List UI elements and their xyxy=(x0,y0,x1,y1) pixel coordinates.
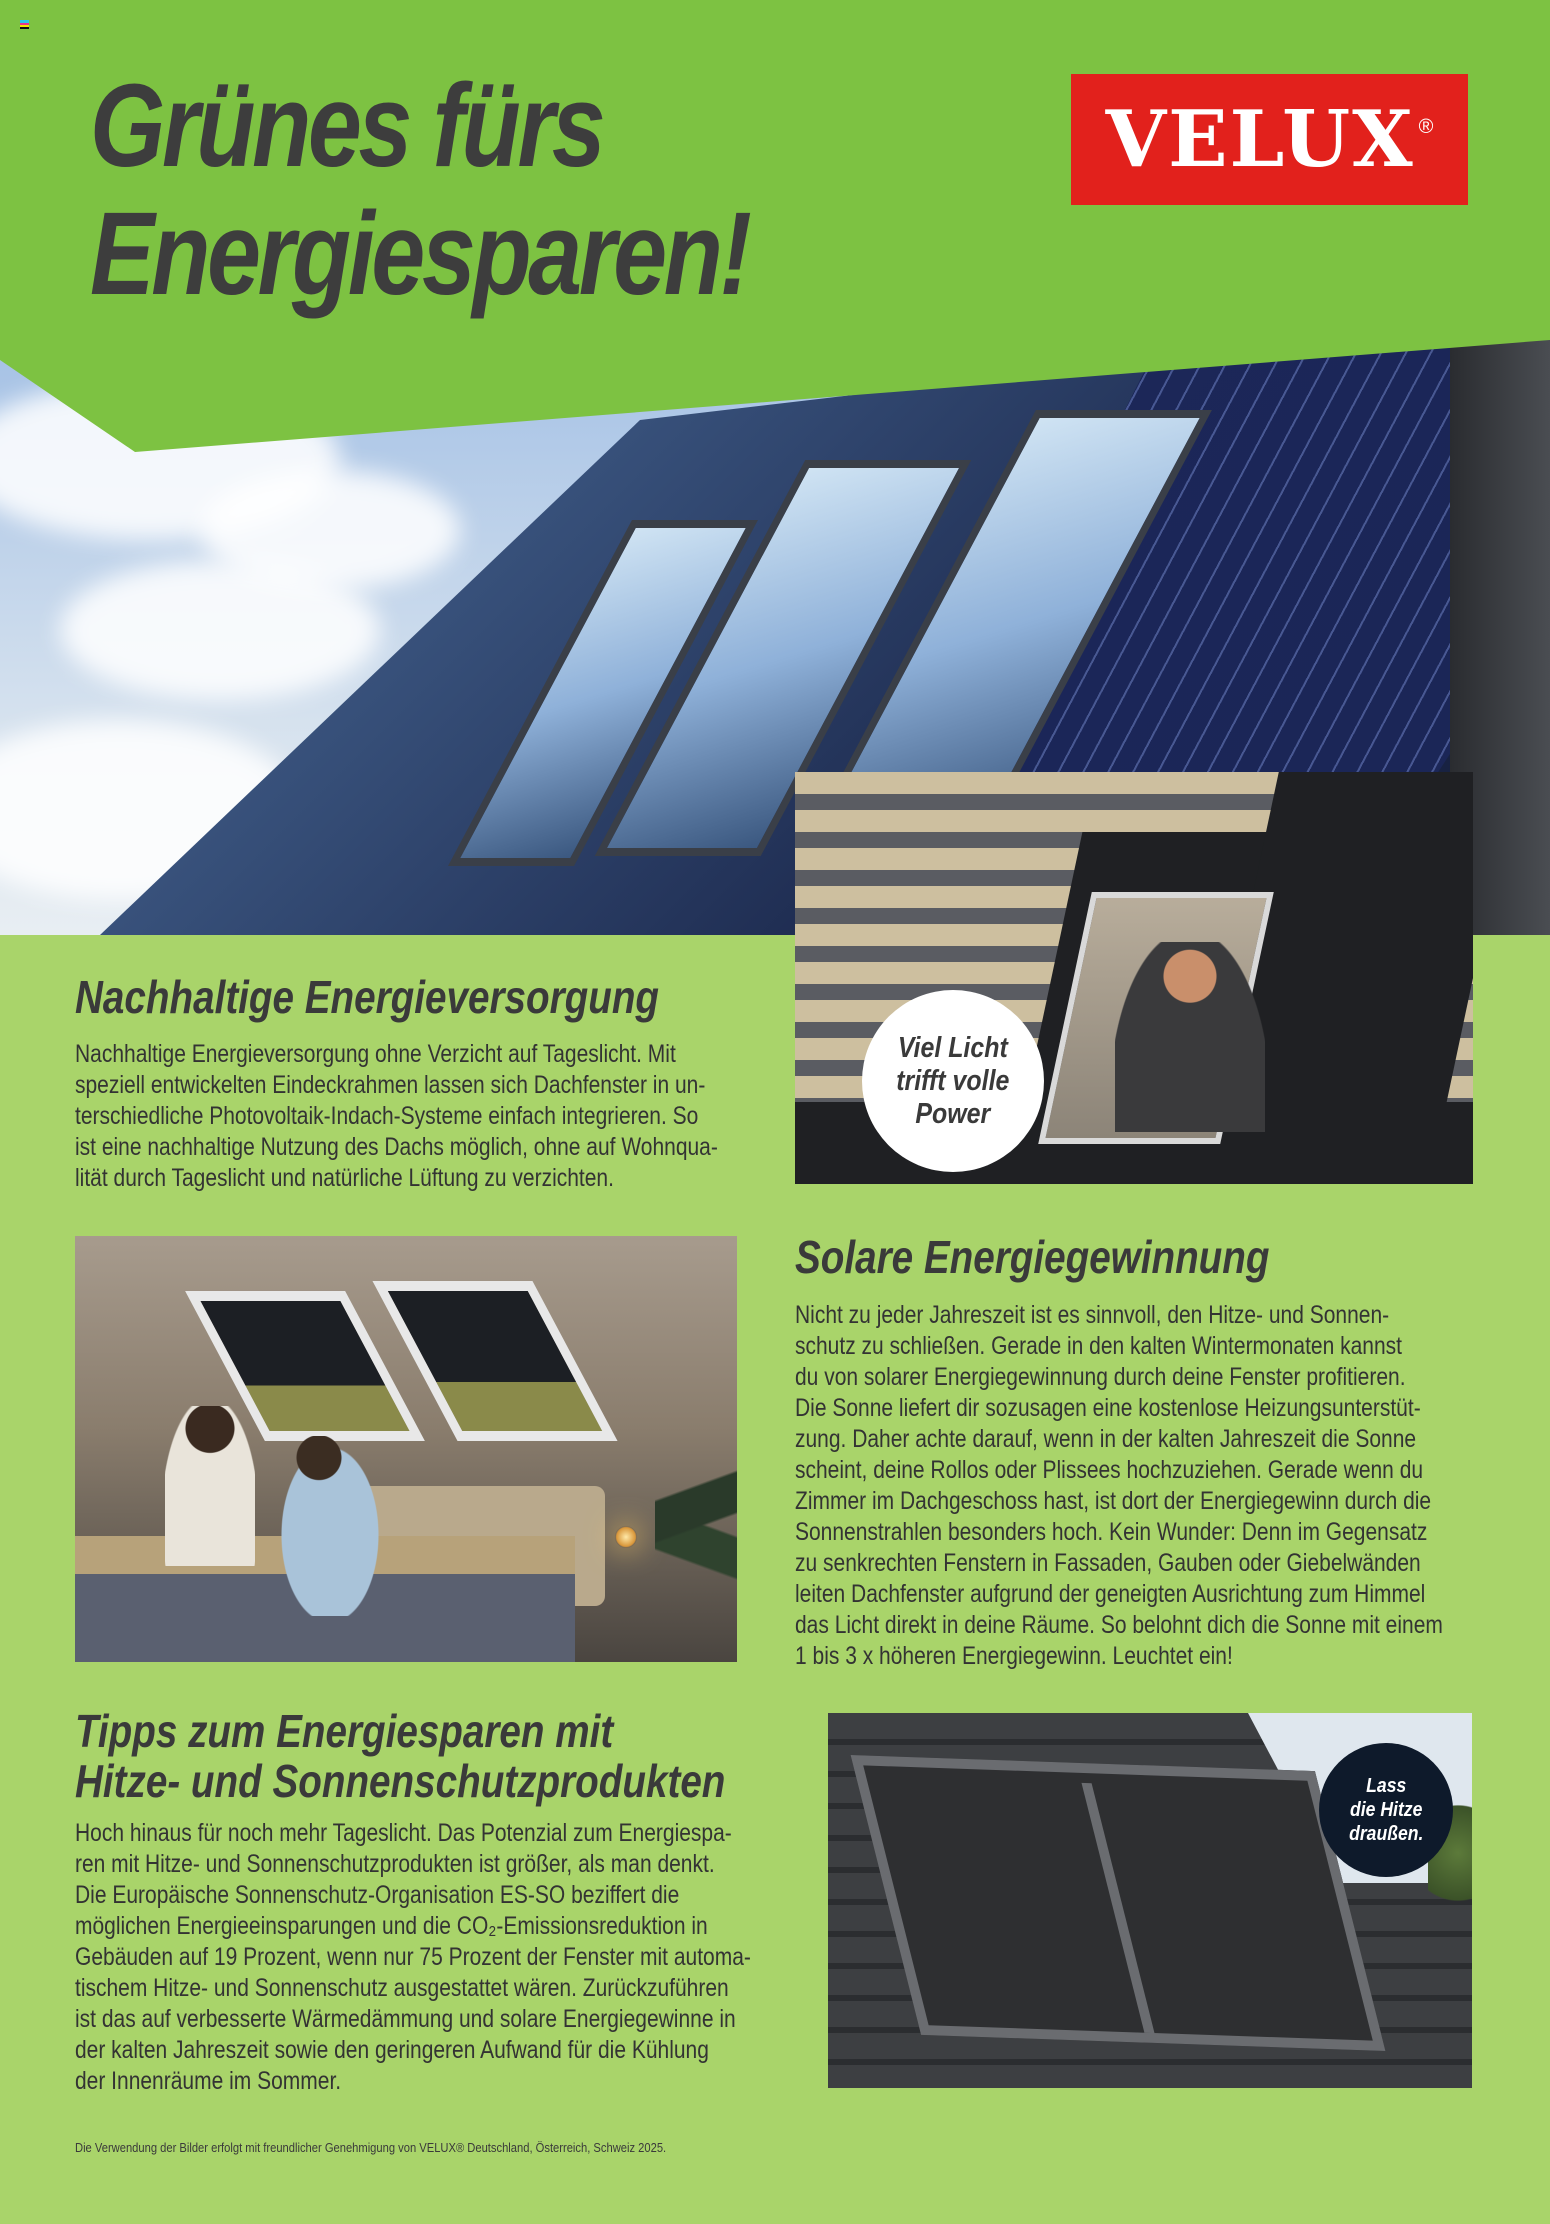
image-credit-note: Die Verwendung der Bilder erfolgt mit freundlicher Genehmigung von VELUX® Deutschland, Österreich, Schweiz 2025. xyxy=(75,2140,667,2155)
lamp xyxy=(615,1526,637,1548)
woman xyxy=(165,1406,255,1566)
badge-line: die Hitze xyxy=(1349,1799,1423,1821)
badge-line: draußen. xyxy=(1348,1823,1424,1845)
title-line-2: Energiesparen! xyxy=(90,188,749,320)
cloud xyxy=(200,470,460,590)
text-line: lität durch Tageslicht und natürliche Lüftung zu verzichten. xyxy=(75,1164,614,1192)
heading-line: Hitze- und Sonnenschutzprodukten xyxy=(75,1755,726,1807)
text-line: scheint, deine Rollos oder Plissees hochzuziehen. Gerade wenn du xyxy=(795,1456,1424,1484)
text-line: ren mit Hitze- und Sonnenschutzprodukten ist größer, als man denkt. xyxy=(75,1850,715,1878)
text-line: Gebäuden auf 19 Prozent, wenn nur 75 Prozent der Fenster mit automa- xyxy=(75,1943,751,1971)
text-line: der kalten Jahreszeit sowie den geringeren Aufwand für die Kühlung xyxy=(75,2036,709,2064)
badge-line: Viel Licht xyxy=(898,1031,1008,1064)
badge-viel-licht xyxy=(862,990,1044,1172)
text-line: ist das auf verbesserte Wärmedämmung und solare Energiegewinne in xyxy=(75,2005,736,2033)
badge-line: trifft volle xyxy=(896,1064,1010,1097)
section1-body xyxy=(75,1039,764,1194)
section2-heading: Solare Energiegewinnung xyxy=(795,1231,1270,1283)
text-line: möglichen Energieeinsparungen und die CO₂-Emissionsreduktion in xyxy=(75,1912,708,1940)
text-line: tischem Hitze- und Sonnenschutz ausgestattet wären. Zurückzuführen xyxy=(75,1974,729,2002)
section2-body xyxy=(795,1300,1484,1672)
text-line: Zimmer im Dachgeschoss hast, ist dort der Energiegewinn durch die xyxy=(795,1487,1432,1515)
logo-text: VELUX xyxy=(1105,94,1415,185)
section3-heading xyxy=(75,1706,725,1806)
text-line: zu senkrechten Fenstern in Fassaden, Gauben oder Giebelwänden xyxy=(795,1549,1421,1577)
text-line: das Licht direkt in deine Räume. So belohnt dich die Sonne mit einem xyxy=(795,1611,1443,1639)
badge-line: Power xyxy=(915,1097,991,1130)
bedroom-photo xyxy=(75,1236,737,1662)
text-line: Die Europäische Sonnenschutz-Organisation ES-SO beziffert die xyxy=(75,1881,680,1909)
text-line: leiten Dachfenster aufgrund der geneigten Ausrichtung zum Himmel xyxy=(795,1580,1426,1608)
text-line: Sonnenstrahlen besonders hoch. Kein Wunder: Denn im Gegensatz xyxy=(795,1518,1428,1546)
section1-heading: Nachhaltige Energieversorgung xyxy=(75,971,660,1023)
heading-line: Tipps zum Energiesparen mit xyxy=(75,1705,614,1757)
text-line: Nicht zu jeder Jahreszeit ist es sinnvoll, den Hitze- und Sonnen- xyxy=(795,1301,1390,1329)
text-line: speziell entwickelten Eindeckrahmen lassen sich Dachfenster in un- xyxy=(75,1071,706,1099)
text-line: zung. Daher achte darauf, wenn in der kalten Jahreszeit die Sonne xyxy=(795,1425,1417,1453)
text-line: 1 bis 3 x höheren Energiegewinn. Leuchtet ein! xyxy=(795,1642,1233,1670)
text-line: Nachhaltige Energieversorgung ohne Verzicht auf Tageslicht. Mit xyxy=(75,1040,676,1068)
text-line: schutz zu schließen. Gerade in den kalten Wintermonaten kannst xyxy=(795,1332,1402,1360)
text-line: Hoch hinaus für noch mehr Tageslicht. Das Potenzial zum Energiespa- xyxy=(75,1819,732,1847)
badge-line: Lass xyxy=(1365,1775,1407,1797)
badge-lass-die-hitze xyxy=(1319,1743,1453,1877)
section3-body xyxy=(75,1818,806,2097)
text-line: Die Sonne liefert dir sozusagen eine kostenlose Heizungsunterstüt- xyxy=(795,1394,1421,1422)
print-registration-mark xyxy=(20,20,29,29)
page-title xyxy=(90,62,749,318)
installer-person xyxy=(1115,942,1265,1132)
text-line: du von solarer Energiegewinnung durch deine Fenster profitieren. xyxy=(795,1363,1406,1391)
text-line: der Innenräume im Sommer. xyxy=(75,2067,342,2095)
man xyxy=(275,1436,385,1616)
text-line: ist eine nachhaltige Nutzung des Dachs möglich, ohne auf Wohnqua- xyxy=(75,1133,718,1161)
registered-mark: ® xyxy=(1418,116,1434,138)
title-line-1: Grünes fürs xyxy=(90,60,603,192)
text-line: terschiedliche Photovoltaik-Indach-Systeme einfach integrieren. So xyxy=(75,1102,699,1130)
velux-logo xyxy=(1071,74,1468,205)
plant xyxy=(655,1416,737,1662)
